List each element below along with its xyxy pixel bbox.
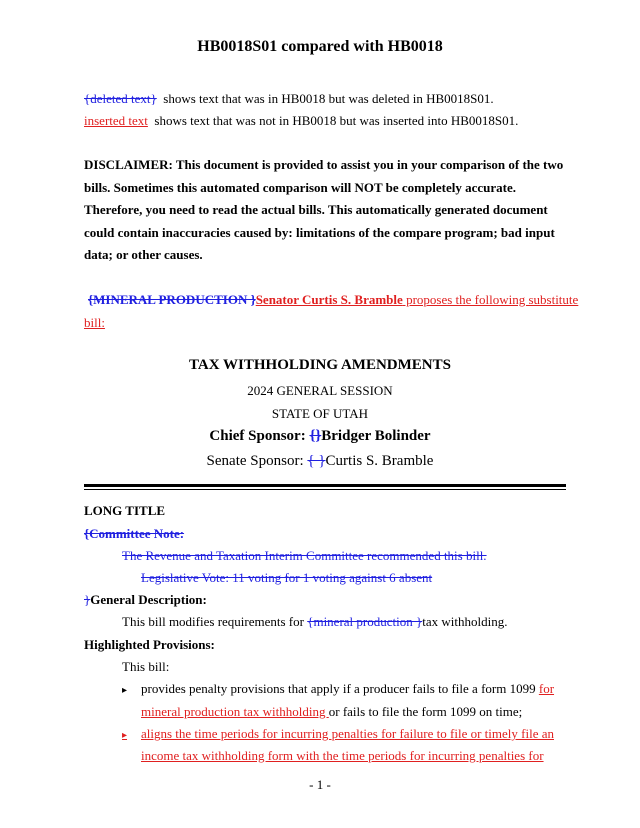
bill-title: TAX WITHHOLDING AMENDMENTS	[189, 357, 451, 373]
bullet-marker-icon: ▸	[122, 730, 128, 741]
inserted-substitute-text: proposes the following substitute	[402, 292, 579, 307]
inserted-bill-word: bill:	[84, 315, 105, 330]
inserted-text-description: shows text that was not in HB0018 but was inserted into HB0018S01.	[154, 113, 519, 128]
description-post: tax withholding.	[422, 614, 508, 629]
disclaimer-line: could contain inaccuracies caused by: limitations of the compare program; bad input	[84, 225, 555, 240]
chief-sponsor-name: Bridger Bolinder	[321, 428, 431, 444]
senate-sponsor-label: Senate Sponsor:	[206, 453, 308, 469]
inserted-provision-line: aligns the time periods for incurring penalties for failure to file or timely file an	[141, 726, 554, 741]
provision-line	[141, 681, 554, 697]
divider-rule	[84, 484, 566, 487]
bullet-marker-icon: ▸	[122, 685, 128, 696]
bill-session: 2024 GENERAL SESSION	[247, 383, 393, 398]
legend-inserted	[84, 113, 518, 129]
chief-sponsor-label: Chief Sponsor:	[209, 428, 310, 444]
deleted-brace: }	[84, 592, 91, 607]
deleted-bill-name: {MINERAL PRODUCTION }	[88, 292, 256, 307]
inserted-provision-line: income tax withholding form with the time periods for incurring penalties for	[141, 748, 544, 763]
bill-state: STATE OF UTAH	[271, 406, 369, 421]
disclaimer-line: bills. Sometimes this automated comparison will NOT be completely accurate.	[84, 180, 516, 195]
deleted-mark: { }	[307, 453, 326, 469]
page-number: - 1 -	[309, 777, 331, 792]
description-text	[122, 614, 507, 630]
deleted-committee-note: {Committee Note:	[84, 526, 185, 541]
disclaimer-line: DISCLAIMER: This document is provided to assist you in your comparison of the two	[84, 157, 564, 172]
divider-rule	[84, 489, 566, 490]
description-pre: This bill modifies requirements for	[122, 614, 308, 629]
legend-deleted	[84, 91, 494, 107]
deleted-committee-recommendation: The Revenue and Taxation Interim Committee recommended this bill.	[122, 548, 487, 563]
page-title: HB0018S01 compared with HB0018	[197, 38, 443, 55]
general-description-line	[84, 592, 207, 608]
inserted-text: for	[538, 681, 555, 696]
deleted-legislative-vote: Legislative Vote: 11 voting for 1 voting against 6 absent	[141, 570, 433, 585]
provision-text: or fails to file the form 1099 on time;	[328, 704, 523, 719]
deleted-text-sample: {deleted text}	[84, 91, 157, 106]
senate-sponsor-name: Curtis S. Bramble	[325, 453, 434, 469]
inserted-text: mineral production tax withholding	[141, 704, 329, 719]
provision-text: provides penalty provisions that apply if a producer fails to file a form 1099	[141, 681, 539, 696]
inserted-sponsor: Senator Curtis S. Bramble	[255, 292, 403, 307]
provision-line	[141, 704, 522, 720]
chief-sponsor	[0, 428, 640, 445]
general-description-heading: General Description:	[90, 592, 207, 607]
deleted-mark: {}	[309, 428, 322, 444]
senate-sponsor	[0, 453, 640, 470]
long-title-heading: LONG TITLE	[84, 503, 166, 518]
deleted-mineral-production: {mineral production }	[307, 614, 423, 629]
deleted-text-description: shows text that was in HB0018 but was deleted in HB0018S01.	[163, 91, 494, 106]
highlighted-provisions-heading: Highlighted Provisions:	[84, 637, 215, 652]
disclaimer-line: data; or other causes.	[84, 247, 203, 262]
inserted-text-sample: inserted text	[84, 113, 148, 128]
substitute-line	[88, 292, 578, 308]
disclaimer-line: Therefore, you need to read the actual bills. This automatically generated document	[84, 202, 548, 217]
this-bill-label: This bill:	[122, 659, 170, 674]
